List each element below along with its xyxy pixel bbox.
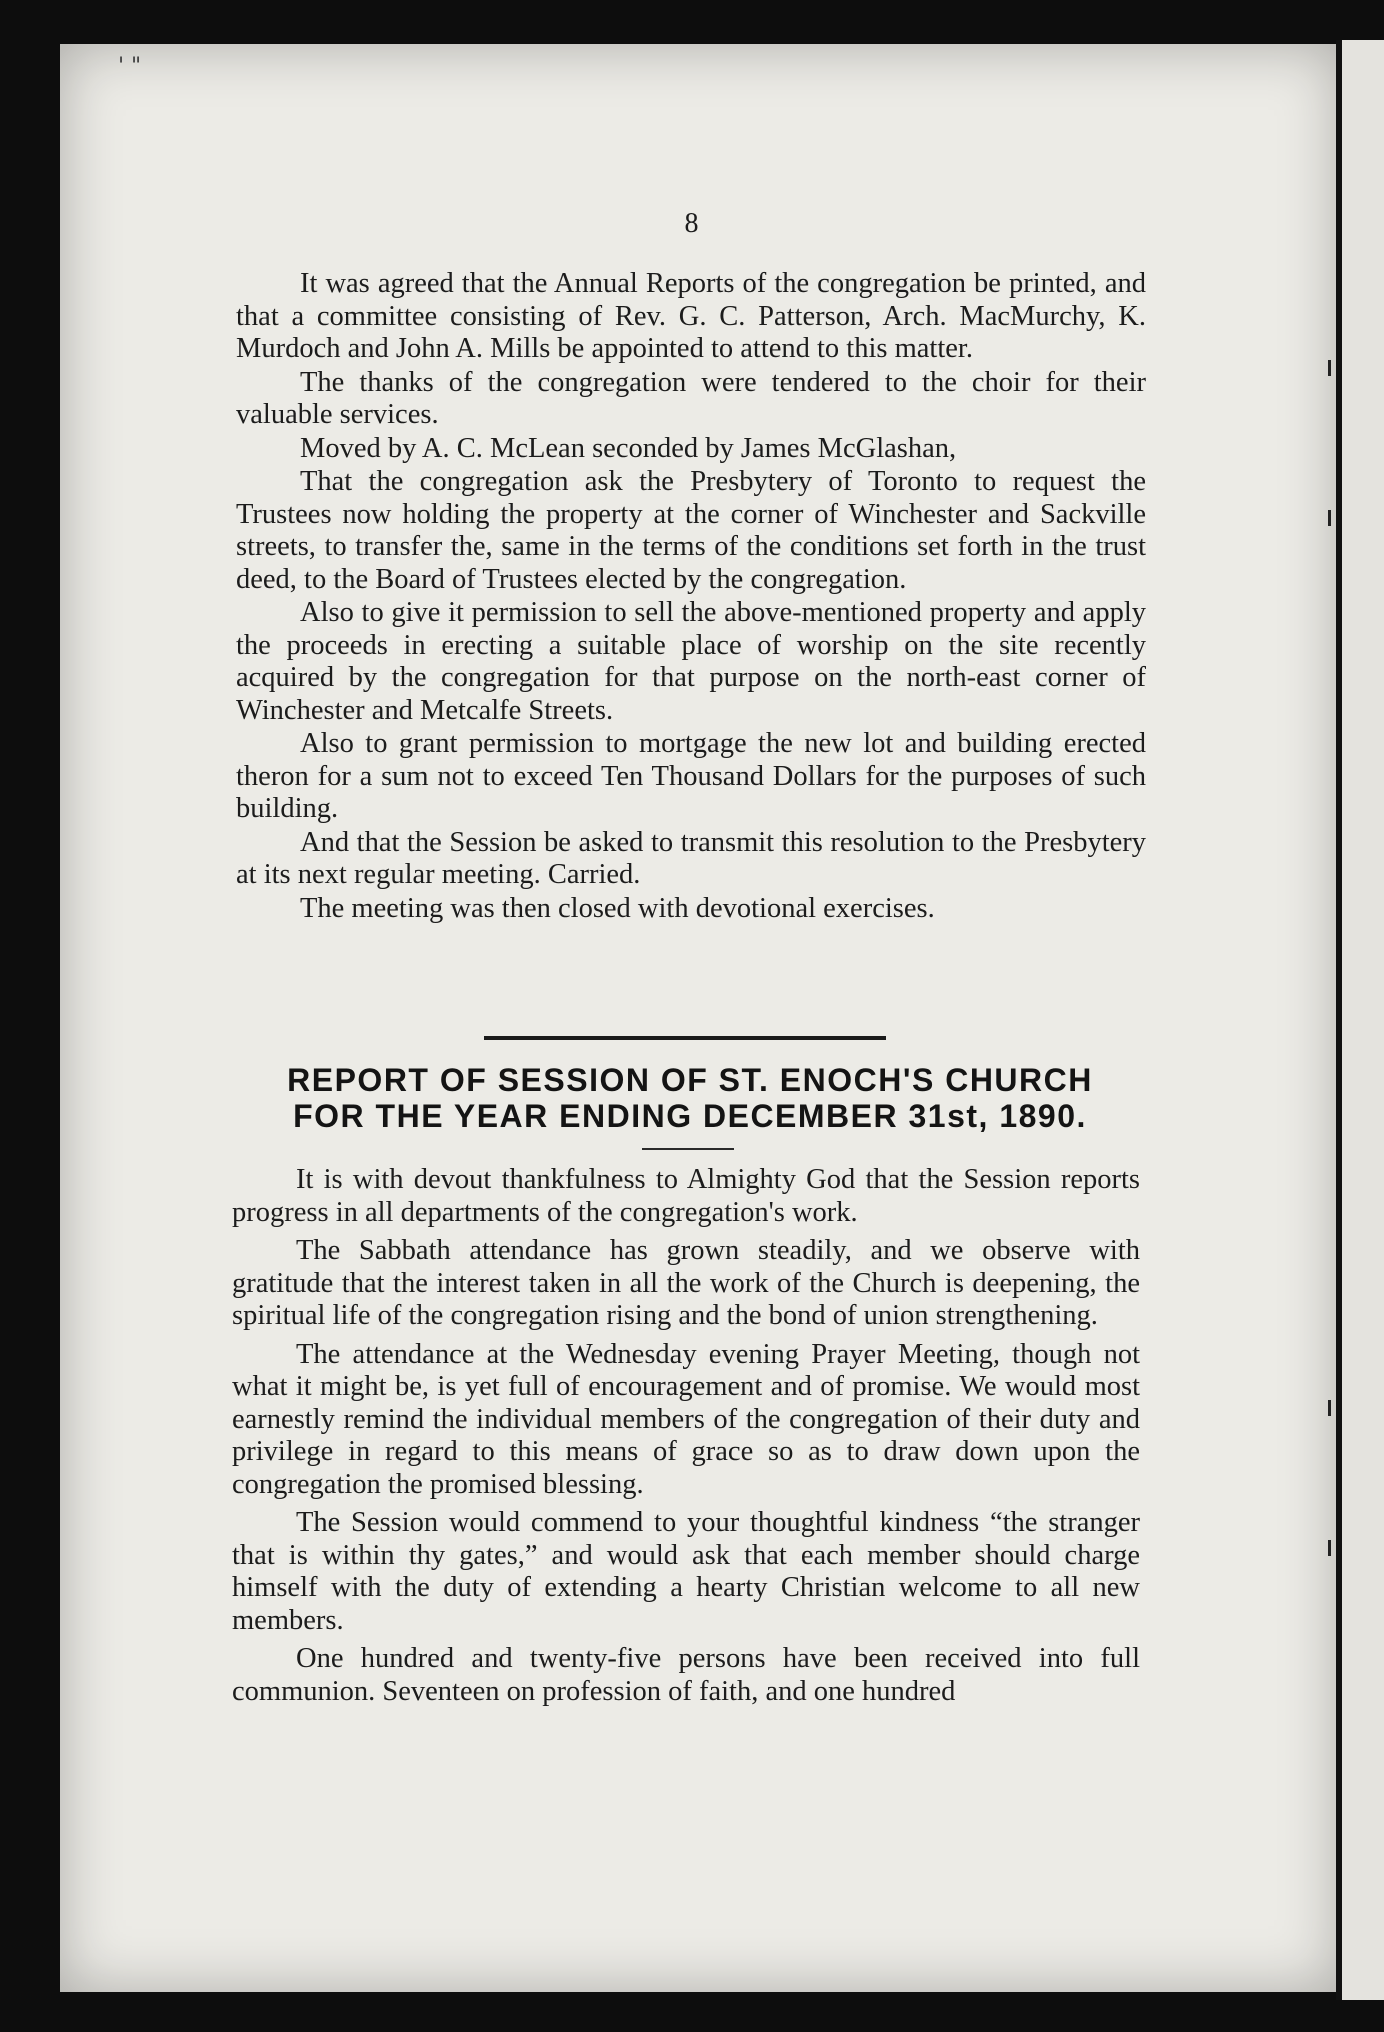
paragraph-reports-committee: It was agreed that the Annual Reports of the congregation be printed, and that a committee consisting of Rev. G. C. Patterson, Arch. MacMurchy, K. Murdoch and John A. Mills be appointed to attend to this matter. [236,268,1146,364]
paragraph-new-members: One hundred and twenty-five persons have been received into full communion. Seventeen on profession of faith, and one hundred [232,1643,1140,1707]
paragraph-motion: Moved by A. C. McLean seconded by James McGlashan, [300,432,957,464]
paragraph-sabbath-attendance: The Sabbath attendance has grown steadily, and we observe with gratitude that the interest taken in all the work of the Church is deepening, the spiritual life of the congregation rising and the bond of union strengthening. [232,1235,1140,1331]
page-number: 8 [684,208,700,239]
paragraph-trustees-request: That the congregation ask the Presbytery of Toronto to request the Trustees now holding the property at the corner of Winchester and Sackville streets, to transfer the, same in the terms of the conditions set forth in the trust deed, to the Board of Trustees elected by the congregation. [236,466,1146,595]
paragraph-prayer-meeting: The attendance at the Wednesday evening Prayer Meeting, though not what it might be, is yet full of encouragement and of promise. We would most earnestly remind the individual members of the congregation of their duty and privilege in regard to this means of grace so as to draw down upon the congregation the promised blessing. [232,1338,1140,1500]
session-report [232,1164,1140,1714]
margin-mark [1328,1540,1341,1556]
paragraph-thankfulness: It is with devout thankfulness to Almighty God that the Session reports progress in all departments of the congregation's work. [232,1164,1140,1228]
heading-underline [642,1148,734,1150]
section-divider [484,1036,886,1040]
report-heading [220,1062,1160,1134]
report-heading-line-2: FOR THE YEAR ENDING DECEMBER 31st, 1890. [293,1098,1087,1134]
paragraph-choir-thanks: The thanks of the congregation were tendered to the choir for their valuable services. [236,366,1146,430]
paragraph-transmit-resolution: And that the Session be asked to transmit this resolution to the Presbytery at its next regular meeting. Carried. [236,826,1146,890]
paragraph-meeting-closed: The meeting was then closed with devotional exercises. [300,892,935,924]
paragraph-mortgage: Also to grant permission to mortgage the new lot and building erected theron for a sum not to exceed Ten Thousand Dollars for the purposes of such building. [236,728,1146,824]
next-page-strip [1342,40,1384,2000]
corner-specks: ' " [118,54,142,79]
paragraph-sell-property: Also to give it permission to sell the above-mentioned property and apply the proceeds in erecting a suitable place of worship on the site recently acquired by the congregation for that purpose on the north-east corner of Winchester and Metcalfe Streets. [236,597,1146,726]
paragraph-stranger-welcome: The Session would commend to your thoughtful kindness “the stranger that is within thy gates,” and would ask that each member should charge himself with the duty of extending a hearty Christian welcome to all new members. [232,1507,1140,1636]
margin-mark [1328,360,1341,376]
margin-mark [1328,1400,1341,1416]
margin-mark [1328,510,1341,526]
meeting-minutes [236,268,1146,925]
report-heading-line-1: REPORT OF SESSION OF ST. ENOCH'S CHURCH [287,1062,1093,1098]
